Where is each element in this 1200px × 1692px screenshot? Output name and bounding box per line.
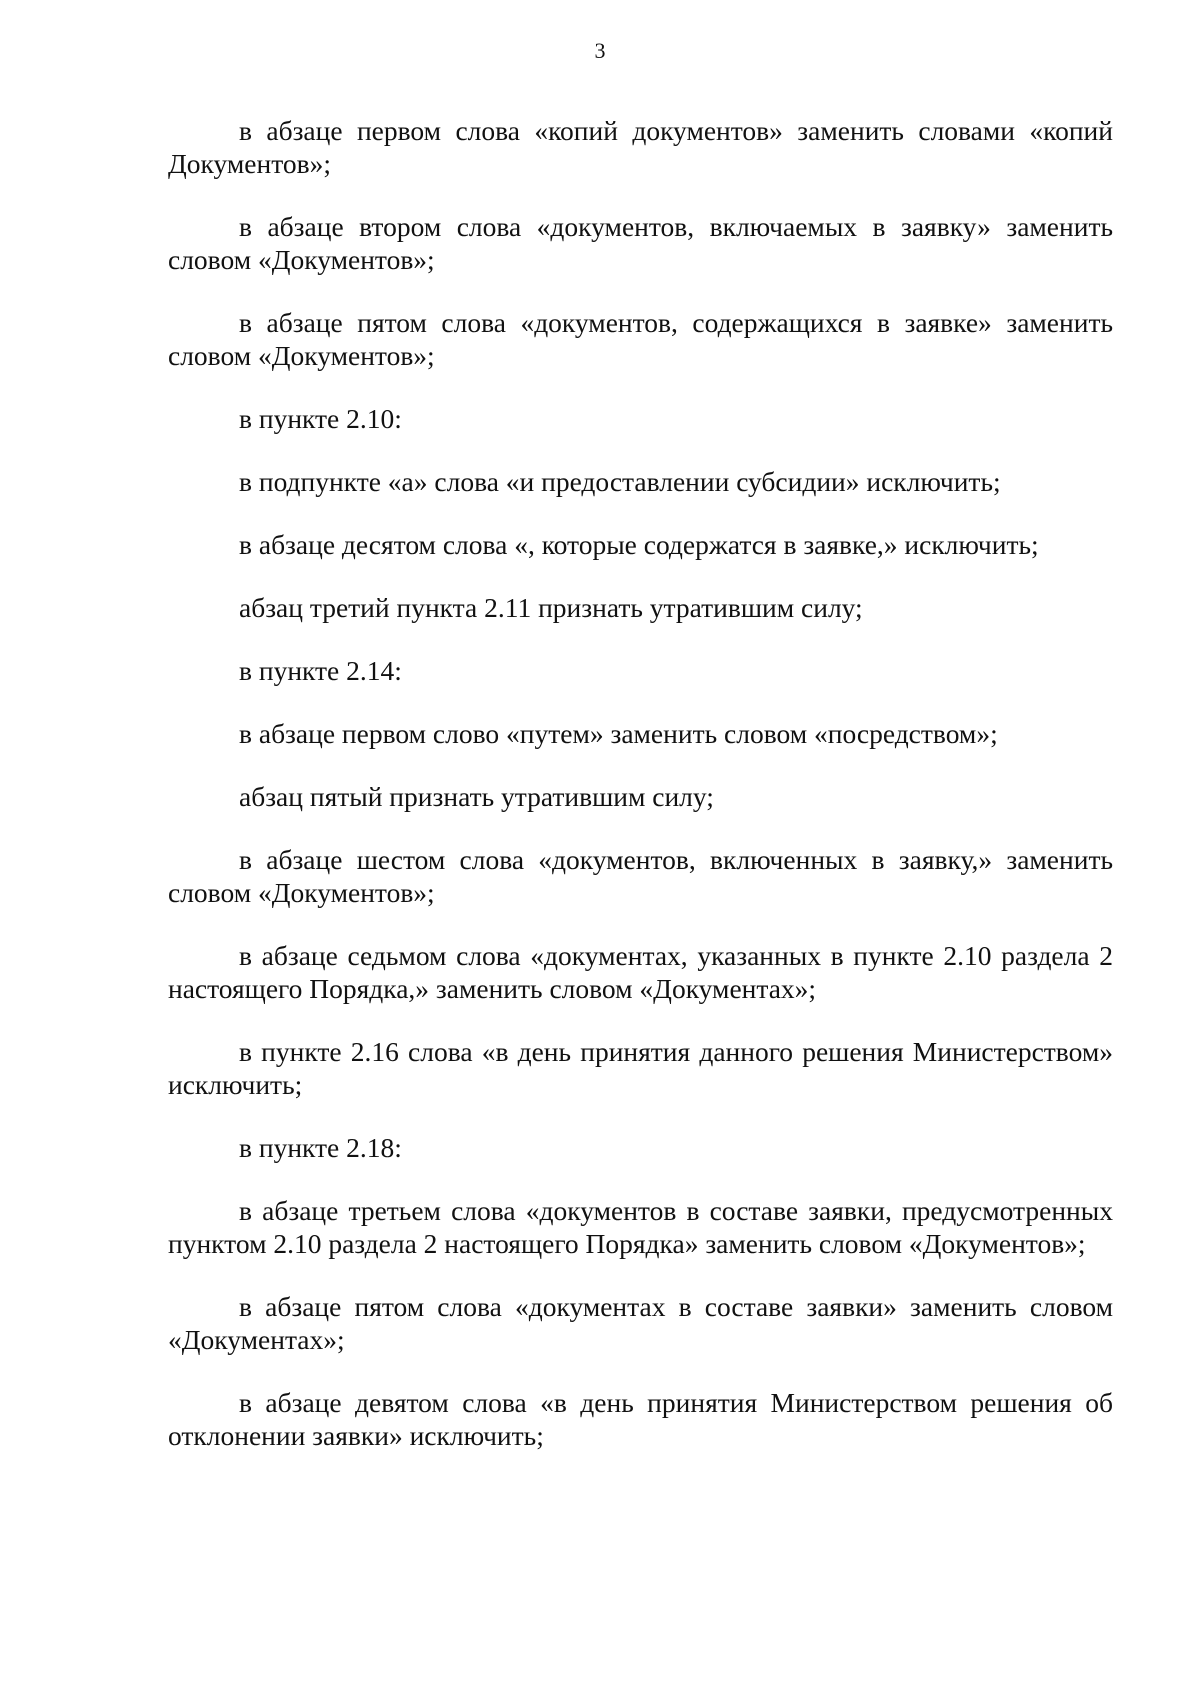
paragraph: в абзаце десятом слова «, которые содержатся в заявке,» исключить; xyxy=(239,529,1039,560)
paragraph: абзац третий пункта 2.11 признать утратившим силу; xyxy=(239,592,863,623)
paragraph: абзац пятый признать утратившим силу; xyxy=(239,781,714,812)
paragraph: в абзаце первом слова «копий документов» заменить словами «копий Документов»; xyxy=(168,115,1113,179)
paragraph: в абзаце пятом слова «документов, содержащихся в заявке» заменить словом «Документов»; xyxy=(168,307,1113,371)
paragraph: в абзаце девятом слова «в день принятия Министерством решения об отклонении заявки» исключить; xyxy=(168,1387,1113,1451)
paragraph: в абзаце седьмом слова «документах, указанных в пункте 2.10 раздела 2 настоящего Порядка,» заменить словом «Документах»; xyxy=(168,940,1113,1004)
page-number: 3 xyxy=(594,38,606,63)
paragraph: в пункте 2.14: xyxy=(239,655,402,686)
paragraph: в абзаце втором слова «документов, включаемых в заявку» заменить словом «Документов»; xyxy=(168,211,1113,275)
paragraph: в пункте 2.16 слова «в день принятия данного решения Министерством» исключить; xyxy=(168,1036,1113,1100)
paragraph: в абзаце третьем слова «документов в составе заявки, предусмотренных пунктом 2.10 раздела 2 настоящего Порядка» заменить словом «Документов»; xyxy=(168,1195,1113,1259)
paragraph: в пункте 2.10: xyxy=(239,403,402,434)
paragraph: в абзаце первом слово «путем» заменить словом «посредством»; xyxy=(239,718,998,749)
document-body xyxy=(168,114,1113,1482)
paragraph: в подпункте «а» слова «и предоставлении субсидии» исключить; xyxy=(239,466,1001,497)
paragraph: в пункте 2.18: xyxy=(239,1132,402,1163)
paragraph: в абзаце шестом слова «документов, включенных в заявку,» заменить словом «Документов»; xyxy=(168,844,1113,908)
paragraph: в абзаце пятом слова «документах в составе заявки» заменить словом «Документах»; xyxy=(168,1291,1113,1355)
